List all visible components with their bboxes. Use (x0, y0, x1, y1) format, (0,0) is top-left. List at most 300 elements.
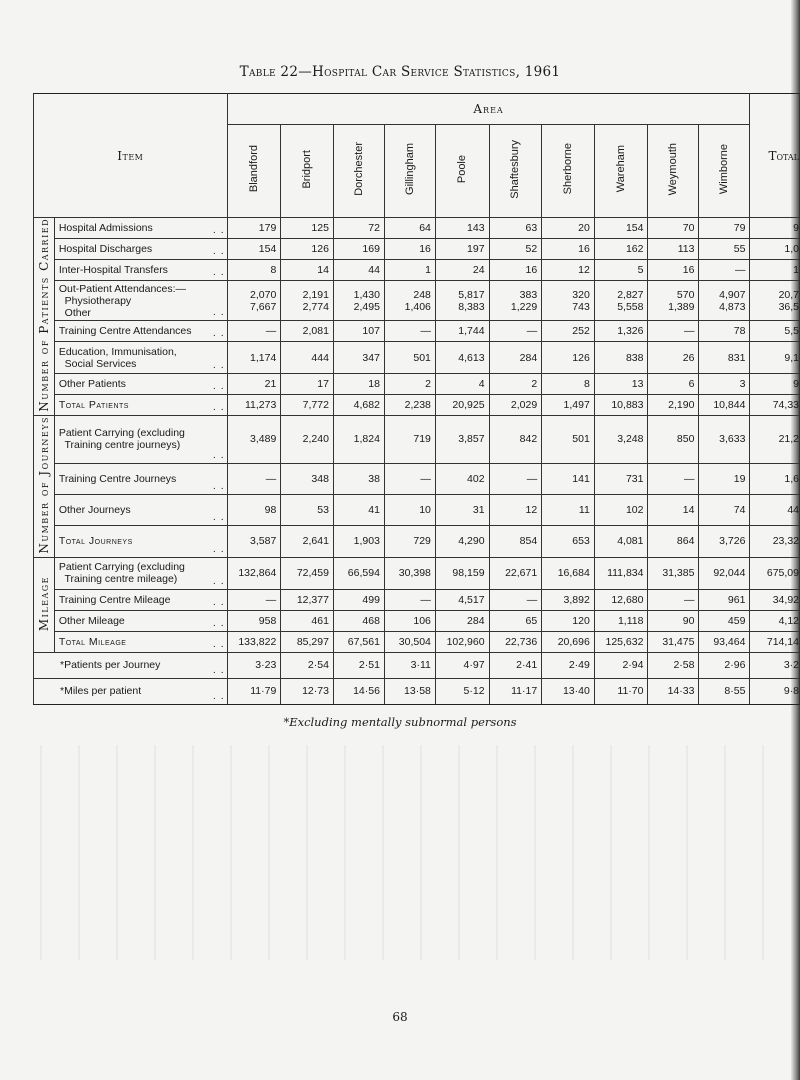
cell-sherborne: 11 (542, 495, 595, 526)
cell-wimborne: 2·96 (699, 652, 750, 678)
cell-dorchester: 72 (333, 218, 384, 239)
cell-poole: 1,744 (435, 321, 489, 342)
cell-wareham: 1,118 (594, 610, 648, 631)
cell-bridport: 125 (281, 218, 334, 239)
cell-shaftesbury: — (489, 589, 542, 610)
table-row (34, 342, 800, 374)
cell-wimborne: 3,726 (699, 526, 750, 557)
table-row (34, 260, 800, 281)
cell-shaftesbury: 284 (489, 342, 542, 374)
cell-poole: 102,960 (435, 631, 489, 652)
cell-total: 1,6 (750, 463, 800, 494)
cell-gillingham: — (384, 589, 435, 610)
cell-sherborne: 653 (542, 526, 595, 557)
row-label (54, 631, 203, 652)
cell-poole: 20,925 (435, 395, 489, 416)
cell-shaftesbury: 2·41 (489, 652, 542, 678)
row-label-text: Hospital Discharges (58, 243, 153, 255)
cell-wareham: 2,827 5,558 (594, 281, 648, 321)
cell-dorchester: 4,682 (333, 395, 384, 416)
row-label (54, 281, 203, 321)
cell-blandford: 1,174 (227, 342, 281, 374)
cell-shaftesbury: 22,736 (489, 631, 542, 652)
item-column-header: Item (34, 94, 228, 218)
cell-shaftesbury: 16 (489, 260, 542, 281)
row-label (54, 260, 203, 281)
cell-gillingham: 719 (384, 416, 435, 464)
leader-dots: . . (203, 374, 227, 395)
cell-gillingham: 1 (384, 260, 435, 281)
leader-dots: . . (203, 678, 227, 704)
cell-bridport: 7,772 (281, 395, 334, 416)
cell-wareham: 12,680 (594, 589, 648, 610)
row-label-text: Total Patients (58, 399, 129, 411)
cell-blandford: 958 (227, 610, 281, 631)
cell-weymouth: 570 1,389 (648, 281, 699, 321)
cell-sherborne: 2·49 (542, 652, 595, 678)
cell-weymouth: 14·33 (648, 678, 699, 704)
section-label-number-of-patients-carried (34, 218, 55, 416)
area-header-bridport (281, 125, 334, 218)
table-title: Table 22—Hospital Car Service Statistics, 1961 (239, 64, 561, 80)
cell-wimborne: 831 (699, 342, 750, 374)
cell-wareham: 731 (594, 463, 648, 494)
cell-wareham: 3,248 (594, 416, 648, 464)
table-row (34, 463, 800, 494)
cell-bridport: 2,240 (281, 416, 334, 464)
table-row (34, 374, 800, 395)
leader-dots: . . (203, 218, 227, 239)
row-label-text: Patient Carrying (excluding Training centre journeys) (58, 427, 185, 452)
row-label (54, 495, 203, 526)
cell-bridport: 53 (281, 495, 334, 526)
cell-wareham: 10,883 (594, 395, 648, 416)
row-label-text: Patient Carrying (excluding Training centre mileage) (58, 561, 185, 586)
row-label (54, 395, 203, 416)
cell-wareham: 162 (594, 239, 648, 260)
area-header-poole (435, 125, 489, 218)
cell-bridport: 2,191 2,774 (281, 281, 334, 321)
table-row (34, 589, 800, 610)
section-label-text: Number of Journeys (36, 416, 51, 554)
cell-weymouth: 16 (648, 260, 699, 281)
total-row (34, 395, 800, 416)
cell-weymouth: 113 (648, 239, 699, 260)
cell-dorchester: 67,561 (333, 631, 384, 652)
area-header-wimborne (699, 125, 750, 218)
bleed-through-texture (40, 745, 780, 960)
row-label-text: *Miles per patient (60, 685, 142, 698)
cell-bridport: 17 (281, 374, 334, 395)
cell-poole: 4,613 (435, 342, 489, 374)
cell-wimborne: 10,844 (699, 395, 750, 416)
cell-blandford: 132,864 (227, 557, 281, 589)
cell-weymouth: 2·58 (648, 652, 699, 678)
row-label-text: Other Mileage (58, 614, 125, 627)
cell-dorchester: 107 (333, 321, 384, 342)
cell-blandford: 3,587 (227, 526, 281, 557)
leader-dots: . . (203, 281, 227, 321)
cell-poole: 402 (435, 463, 489, 494)
row-label (54, 342, 203, 374)
leader-dots: . . (203, 416, 227, 464)
total-row (34, 631, 800, 652)
row-label-text: Training Centre Journeys (58, 472, 177, 485)
cell-shaftesbury: 2 (489, 374, 542, 395)
cell-poole: 197 (435, 239, 489, 260)
cell-wareham: 2·94 (594, 652, 648, 678)
cell-weymouth: — (648, 589, 699, 610)
cell-shaftesbury: 2,029 (489, 395, 542, 416)
cell-total: 21,2 (750, 416, 800, 464)
cell-bridport: 2,641 (281, 526, 334, 557)
cell-sherborne: 1,497 (542, 395, 595, 416)
cell-wareham: 838 (594, 342, 648, 374)
table-row (34, 239, 800, 260)
cell-blandford: 21 (227, 374, 281, 395)
row-label (54, 526, 203, 557)
cell-wimborne: 74 (699, 495, 750, 526)
cell-weymouth: 31,475 (648, 631, 699, 652)
cell-bridport: 2·54 (281, 652, 334, 678)
cell-dorchester: 41 (333, 495, 384, 526)
table-row (34, 218, 800, 239)
row-label-text: Education, Immunisation, Social Services (58, 345, 177, 370)
cell-blandford: 154 (227, 239, 281, 260)
section-label-text: Mileage (36, 575, 51, 631)
leader-dots: . . (203, 631, 227, 652)
cell-wimborne: 961 (699, 589, 750, 610)
footnote: *Excluding mentally subnormal persons (283, 715, 517, 729)
cell-gillingham: 30,504 (384, 631, 435, 652)
cell-gillingham: — (384, 321, 435, 342)
row-label (54, 610, 203, 631)
cell-poole: 24 (435, 260, 489, 281)
cell-shaftesbury: 63 (489, 218, 542, 239)
cell-wimborne: 19 (699, 463, 750, 494)
cell-sherborne: 120 (542, 610, 595, 631)
area-header-label: Shaftesbury (509, 139, 522, 199)
cell-weymouth: 14 (648, 495, 699, 526)
area-header-label: Dorchester (352, 142, 365, 196)
cell-wimborne: 4,907 4,873 (699, 281, 750, 321)
cell-sherborne: 20,696 (542, 631, 595, 652)
cell-wimborne: 93,464 (699, 631, 750, 652)
cell-wareham: 13 (594, 374, 648, 395)
cell-weymouth: 90 (648, 610, 699, 631)
cell-gillingham: 501 (384, 342, 435, 374)
area-header-wareham (594, 125, 648, 218)
cell-shaftesbury: 11·17 (489, 678, 542, 704)
row-label (54, 239, 203, 260)
cell-total: 20,7 36,5 (750, 281, 800, 321)
table-row (34, 416, 800, 464)
page-number: 68 (392, 1010, 408, 1024)
section-label-mileage (34, 557, 55, 652)
cell-poole: 5·12 (435, 678, 489, 704)
cell-gillingham: 3·11 (384, 652, 435, 678)
row-label (54, 589, 203, 610)
leader-dots: . . (203, 239, 227, 260)
area-header-dorchester (333, 125, 384, 218)
leader-dots: . . (203, 342, 227, 374)
cell-blandford: 98 (227, 495, 281, 526)
row-label (34, 678, 203, 704)
cell-total: 4,12 (750, 610, 800, 631)
cell-poole: 31 (435, 495, 489, 526)
cell-gillingham: 64 (384, 218, 435, 239)
cell-total: 675,09 (750, 557, 800, 589)
row-label (54, 416, 203, 464)
table-row (34, 557, 800, 589)
total-column-header: Total (750, 94, 800, 218)
area-header-label: Gillingham (403, 143, 416, 195)
cell-gillingham: 106 (384, 610, 435, 631)
cell-weymouth: 864 (648, 526, 699, 557)
cell-total: 9·8 (750, 678, 800, 704)
cell-shaftesbury: 52 (489, 239, 542, 260)
cell-blandford: 133,822 (227, 631, 281, 652)
cell-dorchester: 1,824 (333, 416, 384, 464)
cell-poole: 3,857 (435, 416, 489, 464)
row-label-text: Hospital Admissions (58, 222, 153, 234)
cell-wareham: 154 (594, 218, 648, 239)
cell-sherborne: 141 (542, 463, 595, 494)
cell-blandford: — (227, 321, 281, 342)
cell-total: 44 (750, 495, 800, 526)
area-header-label: Wareham (615, 145, 628, 193)
cell-blandford: 179 (227, 218, 281, 239)
area-header-label: Wimborne (718, 143, 731, 195)
cell-bridport: 444 (281, 342, 334, 374)
cell-dorchester: 66,594 (333, 557, 384, 589)
cell-shaftesbury: — (489, 321, 542, 342)
leader-dots: . . (203, 495, 227, 526)
cell-shaftesbury: 12 (489, 495, 542, 526)
area-header-label: Poole (456, 154, 469, 184)
cell-weymouth: 26 (648, 342, 699, 374)
cell-sherborne: 252 (542, 321, 595, 342)
cell-wareham: 11·70 (594, 678, 648, 704)
cell-poole: 98,159 (435, 557, 489, 589)
cell-wimborne: 8·55 (699, 678, 750, 704)
row-label (54, 321, 203, 342)
cell-gillingham: 248 1,406 (384, 281, 435, 321)
cell-bridport: 12,377 (281, 589, 334, 610)
cell-sherborne: 13·40 (542, 678, 595, 704)
cell-gillingham: 2,238 (384, 395, 435, 416)
cell-wareham: 5 (594, 260, 648, 281)
row-label (54, 218, 203, 239)
leader-dots: . . (203, 526, 227, 557)
cell-wareham: 4,081 (594, 526, 648, 557)
cell-weymouth: 850 (648, 416, 699, 464)
cell-sherborne: 20 (542, 218, 595, 239)
leader-dots: . . (203, 395, 227, 416)
cell-wimborne: — (699, 260, 750, 281)
table-row (34, 281, 800, 321)
cell-total: 34,92 (750, 589, 800, 610)
cell-wimborne: 78 (699, 321, 750, 342)
cell-blandford: 8 (227, 260, 281, 281)
cell-shaftesbury: 22,671 (489, 557, 542, 589)
area-header-label: Weymouth (667, 142, 680, 196)
statistics-table (33, 93, 800, 705)
cell-blandford: — (227, 589, 281, 610)
cell-total: 9 (750, 218, 800, 239)
table-row (34, 652, 800, 678)
row-label-text: Other Patients (58, 378, 126, 390)
section-label-number-of-journeys (34, 416, 55, 558)
cell-shaftesbury: 854 (489, 526, 542, 557)
cell-poole: 4 (435, 374, 489, 395)
cell-shaftesbury: 842 (489, 416, 542, 464)
cell-weymouth: — (648, 463, 699, 494)
cell-bridport: 348 (281, 463, 334, 494)
cell-weymouth: 2,190 (648, 395, 699, 416)
cell-poole: 4·97 (435, 652, 489, 678)
area-header-shaftesbury (489, 125, 542, 218)
cell-dorchester: 44 (333, 260, 384, 281)
cell-wimborne: 92,044 (699, 557, 750, 589)
area-header-label: Sherborne (562, 143, 574, 195)
table-row (34, 610, 800, 631)
cell-total: 1 (750, 260, 800, 281)
cell-shaftesbury: 383 1,229 (489, 281, 542, 321)
row-label (54, 557, 203, 589)
cell-dorchester: 14·56 (333, 678, 384, 704)
row-label (34, 652, 203, 678)
cell-sherborne: 12 (542, 260, 595, 281)
leader-dots: . . (203, 260, 227, 281)
row-label-text: Total Journeys (58, 535, 133, 548)
cell-gillingham: 30,398 (384, 557, 435, 589)
area-header-sherborne (542, 125, 595, 218)
area-header-label: Blandford (247, 145, 260, 193)
cell-bridport: 85,297 (281, 631, 334, 652)
cell-blandford: 11,273 (227, 395, 281, 416)
cell-blandford: 3·23 (227, 652, 281, 678)
cell-dorchester: 18 (333, 374, 384, 395)
cell-total: 5,5 (750, 321, 800, 342)
cell-dorchester: 2·51 (333, 652, 384, 678)
table-row (34, 321, 800, 342)
cell-total: 9,1 (750, 342, 800, 374)
area-group-header: Area (227, 94, 750, 125)
cell-poole: 4,290 (435, 526, 489, 557)
area-header-weymouth (648, 125, 699, 218)
row-label (54, 463, 203, 494)
cell-weymouth: 31,385 (648, 557, 699, 589)
cell-blandford: 11·79 (227, 678, 281, 704)
cell-gillingham: 729 (384, 526, 435, 557)
cell-bridport: 461 (281, 610, 334, 631)
cell-wareham: 102 (594, 495, 648, 526)
row-label-text: Inter-Hospital Transfers (58, 264, 168, 276)
cell-bridport: 14 (281, 260, 334, 281)
leader-dots: . . (203, 463, 227, 494)
table-row (34, 495, 800, 526)
cell-wimborne: 79 (699, 218, 750, 239)
cell-sherborne: 501 (542, 416, 595, 464)
cell-dorchester: 1,430 2,495 (333, 281, 384, 321)
cell-bridport: 126 (281, 239, 334, 260)
row-label-text: Out-Patient Attendances:— Physiotherapy Other (58, 282, 187, 319)
section-label-text: Number of Patients Carried (36, 218, 51, 412)
cell-dorchester: 1,903 (333, 526, 384, 557)
cell-weymouth: 6 (648, 374, 699, 395)
cell-bridport: 72,459 (281, 557, 334, 589)
cell-bridport: 12·73 (281, 678, 334, 704)
cell-wimborne: 3 (699, 374, 750, 395)
cell-total: 74,33 (750, 395, 800, 416)
cell-gillingham: 10 (384, 495, 435, 526)
cell-poole: 5,817 8,383 (435, 281, 489, 321)
leader-dots: . . (203, 652, 227, 678)
leader-dots: . . (203, 321, 227, 342)
cell-dorchester: 347 (333, 342, 384, 374)
cell-total: 1,0 (750, 239, 800, 260)
cell-dorchester: 499 (333, 589, 384, 610)
cell-total: 23,32 (750, 526, 800, 557)
row-label-text: Total Mileage (58, 635, 127, 648)
leader-dots: . . (203, 610, 227, 631)
cell-wimborne: 3,633 (699, 416, 750, 464)
cell-wareham: 125,632 (594, 631, 648, 652)
area-header-blandford (227, 125, 281, 218)
table-row (34, 678, 800, 704)
row-label (54, 374, 203, 395)
cell-sherborne: 8 (542, 374, 595, 395)
cell-dorchester: 169 (333, 239, 384, 260)
cell-wareham: 1,326 (594, 321, 648, 342)
cell-sherborne: 320 743 (542, 281, 595, 321)
area-header-gillingham (384, 125, 435, 218)
cell-bridport: 2,081 (281, 321, 334, 342)
cell-poole: 284 (435, 610, 489, 631)
cell-wimborne: 459 (699, 610, 750, 631)
cell-wareham: 111,834 (594, 557, 648, 589)
row-label-text: Training Centre Mileage (58, 593, 171, 606)
cell-sherborne: 16 (542, 239, 595, 260)
cell-blandford: 3,489 (227, 416, 281, 464)
cell-shaftesbury: — (489, 463, 542, 494)
leader-dots: . . (203, 589, 227, 610)
leader-dots: . . (203, 557, 227, 589)
cell-total: 3·2 (750, 652, 800, 678)
cell-blandford: 2,070 7,667 (227, 281, 281, 321)
cell-blandford: — (227, 463, 281, 494)
cell-gillingham: 2 (384, 374, 435, 395)
cell-weymouth: — (648, 321, 699, 342)
cell-total: 9 (750, 374, 800, 395)
cell-shaftesbury: 65 (489, 610, 542, 631)
cell-wimborne: 55 (699, 239, 750, 260)
cell-sherborne: 16,684 (542, 557, 595, 589)
cell-total: 714,14 (750, 631, 800, 652)
row-label-text: Other Journeys (58, 504, 131, 517)
area-header-label: Bridport (301, 149, 314, 189)
cell-sherborne: 126 (542, 342, 595, 374)
cell-dorchester: 468 (333, 610, 384, 631)
cell-poole: 143 (435, 218, 489, 239)
row-label-text: Training Centre Attendances (58, 325, 192, 337)
cell-gillingham: — (384, 463, 435, 494)
row-label-text: *Patients per Journey (60, 659, 161, 672)
cell-gillingham: 16 (384, 239, 435, 260)
cell-sherborne: 3,892 (542, 589, 595, 610)
cell-weymouth: 70 (648, 218, 699, 239)
